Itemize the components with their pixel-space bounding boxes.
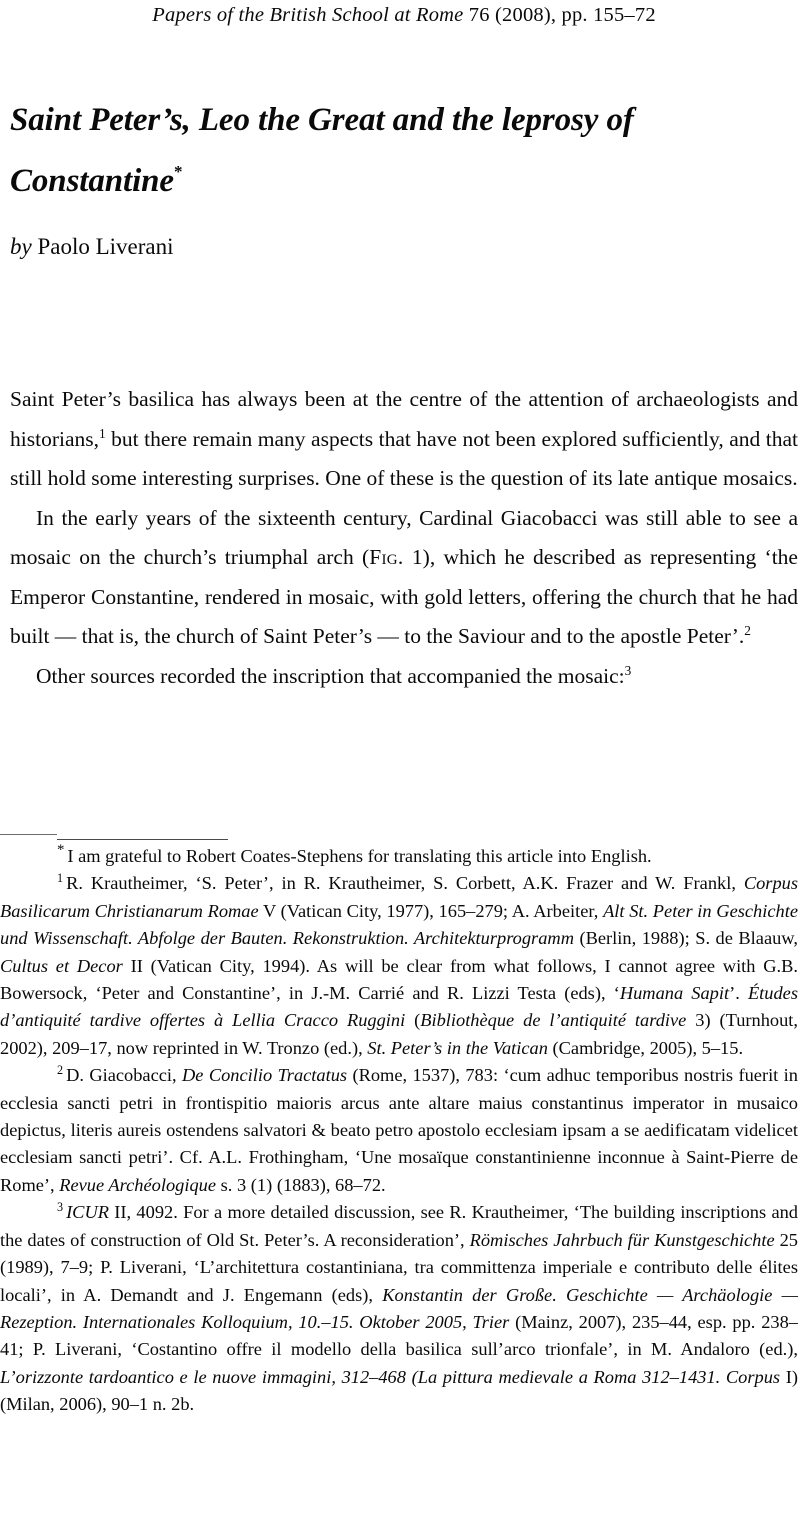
- body-paragraph: [10, 657, 798, 697]
- running-head-issue: 76 (2008), pp. 155–72: [463, 4, 656, 26]
- footnote-marker: 3: [57, 1200, 64, 1215]
- article-title-footnote-marker: *: [173, 162, 183, 182]
- italic-run: Études d’antiquité tardive offertes à Lellia Cracco Ruggini: [0, 983, 798, 1031]
- footnote-marker: 2: [57, 1063, 64, 1078]
- italic-run: Revue Archéologique: [59, 1174, 217, 1195]
- text-run: V (Vatican City, 1977), 165–279; A. Arbeiter,: [258, 900, 604, 921]
- text-run: II, 4092. For a more detailed discussion, see R. Krautheimer, ‘The building inscriptions and the dates of construction of Old St. Peter’s. A reconsideration’,: [0, 1202, 798, 1250]
- footnote-rule-segment-left: [0, 834, 57, 835]
- text-run: 25 (1989), 7–9; P. Liverani, ‘L’architettura costantiniana, tra committenza imperiale e contributo delle élites locali’, in A. Demandt and J. Engemann (eds),: [0, 1229, 798, 1305]
- article-title-text: Saint Peter’s, Leo the Great and the leprosy of Constantine: [10, 102, 634, 200]
- text-run: Saint Peter’s basilica has always been at the centre of the attention of archaeologists and historians,: [10, 387, 798, 451]
- text-run: s. 3 (1) (1883), 68–72.: [216, 1174, 386, 1195]
- footnote-item: [0, 870, 798, 1062]
- text-run: (Rome, 1537), 783: ‘cum adhuc temporibus nostris fuerit in ecclesia sancti petri in frontispitio maioris arcus ante altare maius constantinus imperator in musaico depictus, literis aureis ostendens salvatori & beato petro apostolo ecclesiam ipsam a se aedificatam videlicet ecclesiam sancti petri’. Cf. A.L. Frothingham, ‘Une mosaïque constantinienne inconnue à Saint-Pierre de Rome’,: [0, 1065, 798, 1195]
- running-head-journal: Papers of the British School at Rome: [152, 4, 464, 26]
- footnote-reference: 3: [624, 662, 632, 678]
- figure-reference: Fig.: [369, 545, 404, 569]
- italic-run: Konstantin der Große. Geschichte — Archäologie — Rezeption. Internationales Kolloquium, 10.–15. Oktober 2005, Trier: [0, 1284, 798, 1332]
- text-run: (Cambridge, 2005), 5–15.: [547, 1037, 744, 1058]
- footnotes: [0, 843, 798, 1419]
- text-run: (Mainz, 2007), 235–44, esp. pp. 238–41; P. Liverani, ‘Costantino offre il modello della basilica sull’arco trionfale’, in M. Andaloro (ed.),: [0, 1311, 798, 1360]
- text-run: but there remain many aspects that have not been explored sufficiently, and that still hold some interesting surprises. One of these is the question of its late antique mosaics.: [10, 426, 798, 490]
- italic-run: Corpus Basilicarum Christianarum Romae: [0, 873, 798, 921]
- running-head: [10, 2, 798, 28]
- byline-author: Paolo Liverani: [31, 234, 174, 259]
- text-run: 1), which he described as representing ‘the Emperor Constantine, rendered in mosaic, with gold letters, offering the church that he had built — that is, the church of Saint Peter’s — to the Saviour and to the apostle Peter’.: [10, 545, 798, 648]
- text-run: In the early years of the sixteenth century, Cardinal Giacobacci was still able to see a mosaic on the church’s triumphal arch (: [10, 505, 798, 569]
- footnote-item: [0, 1062, 798, 1199]
- text-run: 3) (Turnhout, 2002), 209–17, now reprinted in W. Tronzo (ed.),: [0, 1010, 798, 1058]
- italic-run: L’orizzonte tardoantico e le nuove immagini, 312–468 (La pittura medievale a Roma 312–1431. Corpus: [0, 1366, 781, 1387]
- text-run: (Berlin, 1988); S. de Blaauw,: [573, 928, 798, 949]
- text-run: ’.: [729, 983, 748, 1004]
- footnote-rule-segment-right: [57, 839, 228, 840]
- text-run: I) (Milan, 2006), 90–1 n. 2b.: [0, 1366, 798, 1415]
- text-run: II (Vatican City, 1994). As will be clear from what follows, I cannot agree with G.B. Bowersock, ‘Peter and Constantine’, in J.-M. Carrié and R. Lizzi Testa (eds), ‘: [0, 955, 798, 1004]
- italic-run: St. Peter’s in the Vatican: [367, 1037, 548, 1058]
- footnote-marker: 1: [57, 871, 64, 886]
- body-text: [10, 380, 798, 696]
- footnote-reference: 2: [744, 622, 751, 638]
- text-run: D. Giacobacci,: [66, 1065, 183, 1086]
- footnote-marker: *: [57, 841, 65, 858]
- body-paragraph: [10, 499, 798, 657]
- article-title: [10, 94, 710, 207]
- body-paragraph: [10, 380, 798, 499]
- footnote-item: [0, 1199, 798, 1418]
- byline-by: by: [10, 234, 32, 259]
- footnote-reference: 1: [98, 425, 106, 441]
- italic-run: ICUR: [66, 1202, 109, 1223]
- italic-run: De Concilio Tractatus: [182, 1065, 348, 1086]
- italic-run: Römisches Jahrbuch für Kunstgeschichte: [469, 1229, 775, 1250]
- text-run: Other sources recorded the inscription that accompanied the mosaic:: [36, 663, 625, 688]
- footnote-item: [0, 843, 798, 870]
- italic-run: Bibliothèque de l’antiquité tardive: [420, 1010, 687, 1031]
- text-run: R. Krautheimer, ‘S. Peter’, in R. Krautheimer, S. Corbett, A.K. Frazer and W. Frankl,: [66, 873, 744, 894]
- byline: [10, 232, 174, 262]
- italic-run: Alt St. Peter in Geschichte und Wissenschaft. Abfolge der Bauten. Rekonstruktion. Architekturprogramm: [0, 900, 798, 949]
- italic-run: Humana Sapit: [619, 983, 730, 1004]
- text-run: I am grateful to Robert Coates-Stephens for translating this article into English.: [67, 846, 652, 866]
- italic-run: Cultus et Decor: [0, 955, 123, 976]
- text-run: (: [405, 1010, 421, 1031]
